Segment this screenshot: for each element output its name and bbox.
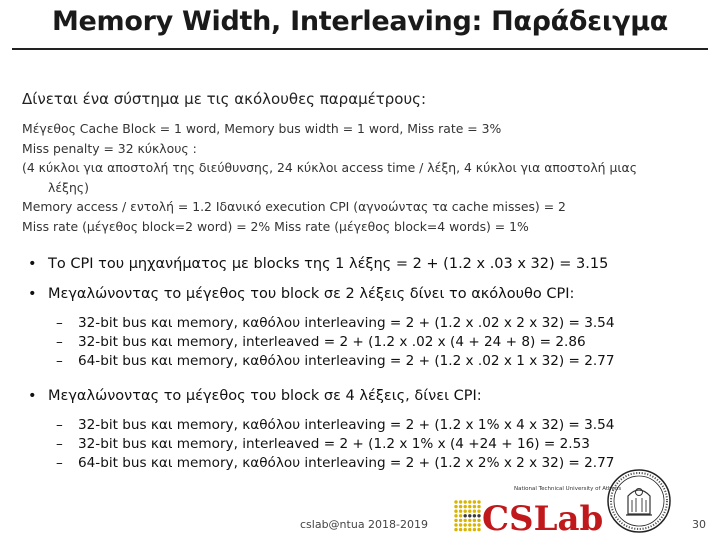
sub-item	[56, 314, 716, 333]
page-number: 30	[692, 518, 706, 531]
sub-item	[56, 416, 716, 435]
logo-dot	[477, 514, 480, 517]
ntua-seal-icon	[606, 468, 672, 534]
title-rule	[12, 48, 708, 50]
logo-dot	[454, 505, 457, 508]
logo-dot	[454, 514, 457, 517]
sub-item	[56, 352, 716, 371]
footer-text: cslab@ntua 2018-2019	[300, 518, 429, 531]
param-line: (4 κύκλοι για αποστολή της διεύθυνσης, 24 κύκλοι access time / λέξη, 4 κύκλοι για αποστολή μιας	[22, 160, 637, 175]
logo-dot	[473, 500, 476, 503]
logo-dot	[464, 514, 467, 517]
dash-glyph: –	[56, 353, 63, 369]
dash-glyph: –	[56, 315, 63, 331]
sub-item-text: 64-bit bus και memory, καθόλου interleaving = 2 + (1.2 x 2% x 2 x 32) = 2.77	[78, 455, 615, 471]
logo-dot	[477, 510, 480, 513]
slide-title: Memory Width, Interleaving: Παράδειγμα	[51, 6, 669, 37]
logo-dot	[459, 500, 462, 503]
sub-item	[56, 333, 716, 352]
logo-dot	[477, 505, 480, 508]
sub-item-text: 64-bit bus και memory, καθόλου interleaving = 2 + (1.2 x .02 x 1 x 32) = 2.77	[78, 353, 615, 369]
logo-dot	[473, 528, 476, 531]
param-line: λέξης)	[48, 179, 89, 195]
logo-dot	[477, 528, 480, 531]
bullet-text: Το CPI του μηχανήματος με blocks της 1 λέξης = 2 + (1.2 x .03 x 32) = 3.15	[48, 256, 609, 272]
param-line: Memory access / εντολή = 1.2 Ιδανικό execution CPI (αγνοώντας τα cache misses) = 2	[22, 199, 566, 214]
logo-dot	[459, 505, 462, 508]
bullet-text: Μεγαλώνοντας το μέγεθος του block σε 4 λέξεις, δίνει CPI:	[48, 388, 482, 404]
param-line: Miss rate (μέγεθος block=2 word) = 2% Miss rate (μέγεθος block=4 words) = 1%	[22, 218, 529, 234]
logo-dot	[468, 514, 471, 517]
logo-dot	[464, 519, 467, 522]
param-line: Miss penalty = 32 κύκλους :	[22, 140, 197, 156]
logo-dot	[464, 500, 467, 503]
intro-text: Δίνεται ένα σύστημα με τις ακόλουθες παραμέτρους:	[22, 90, 426, 108]
logo-dot	[473, 505, 476, 508]
logo-dot	[473, 519, 476, 522]
logo-dot	[477, 523, 480, 526]
logo-dot	[459, 523, 462, 526]
logo-dot	[468, 500, 471, 503]
sub-item-text: 32-bit bus και memory, interleaved = 2 + (1.2 x 1% x (4 +24 + 16) = 2.53	[78, 436, 590, 452]
logo-dot	[473, 523, 476, 526]
sub-item-text: 32-bit bus και memory, καθόλου interleaving = 2 + (1.2 x 1% x 4 x 32) = 3.54	[78, 417, 615, 433]
bullet-item	[28, 256, 608, 272]
logo-dot	[464, 528, 467, 531]
logo-dot	[454, 528, 457, 531]
logo-dot	[454, 510, 457, 513]
logo-dot	[477, 519, 480, 522]
logo-dot	[477, 500, 480, 503]
logo-dot	[473, 514, 476, 517]
logo-dot	[454, 523, 457, 526]
sub-list	[56, 314, 716, 371]
bullet-glyph: •	[28, 256, 37, 272]
dash-glyph: –	[56, 334, 63, 350]
dash-glyph: –	[56, 436, 63, 452]
logo-dot	[454, 519, 457, 522]
logo-dot	[464, 510, 467, 513]
parameters-block	[22, 119, 712, 236]
bullet-glyph: •	[28, 286, 37, 302]
logo-dot	[464, 523, 467, 526]
logo-dot	[473, 510, 476, 513]
logo-dot	[468, 528, 471, 531]
cslab-logo	[452, 482, 622, 539]
logo-dot	[454, 500, 457, 503]
bullet-text: Μεγαλώνοντας το μέγεθος του block σε 2 λέξεις δίνει το ακόλουθο CPI:	[48, 286, 575, 302]
logo-dot	[459, 528, 462, 531]
dash-glyph: –	[56, 417, 63, 433]
logo-dot	[459, 514, 462, 517]
logo-dot	[468, 510, 471, 513]
sub-item	[56, 435, 716, 454]
logo-dot	[468, 519, 471, 522]
logo-tagline: National Technical University of Athens	[514, 486, 622, 492]
logo-dot	[468, 523, 471, 526]
logo-dot	[468, 505, 471, 508]
sub-item-text: 32-bit bus και memory, interleaved = 2 + (1.2 x .02 x (4 + 24 + 8) = 2.86	[78, 334, 586, 350]
dash-glyph: –	[56, 455, 63, 471]
logo-dot	[459, 510, 462, 513]
logo-text: CSLab	[482, 499, 604, 539]
sub-list	[56, 416, 716, 473]
param-line: Μέγεθος Cache Block = 1 word, Memory bus width = 1 word, Miss rate = 3%	[22, 121, 502, 136]
logo-dot	[464, 505, 467, 508]
bullet-item	[28, 286, 574, 302]
logo-dot-grid	[454, 500, 480, 531]
logo-dot	[459, 519, 462, 522]
bullet-item	[28, 388, 482, 404]
bullet-glyph: •	[28, 388, 37, 404]
sub-item-text: 32-bit bus και memory, καθόλου interleaving = 2 + (1.2 x .02 x 2 x 32) = 3.54	[78, 315, 615, 331]
